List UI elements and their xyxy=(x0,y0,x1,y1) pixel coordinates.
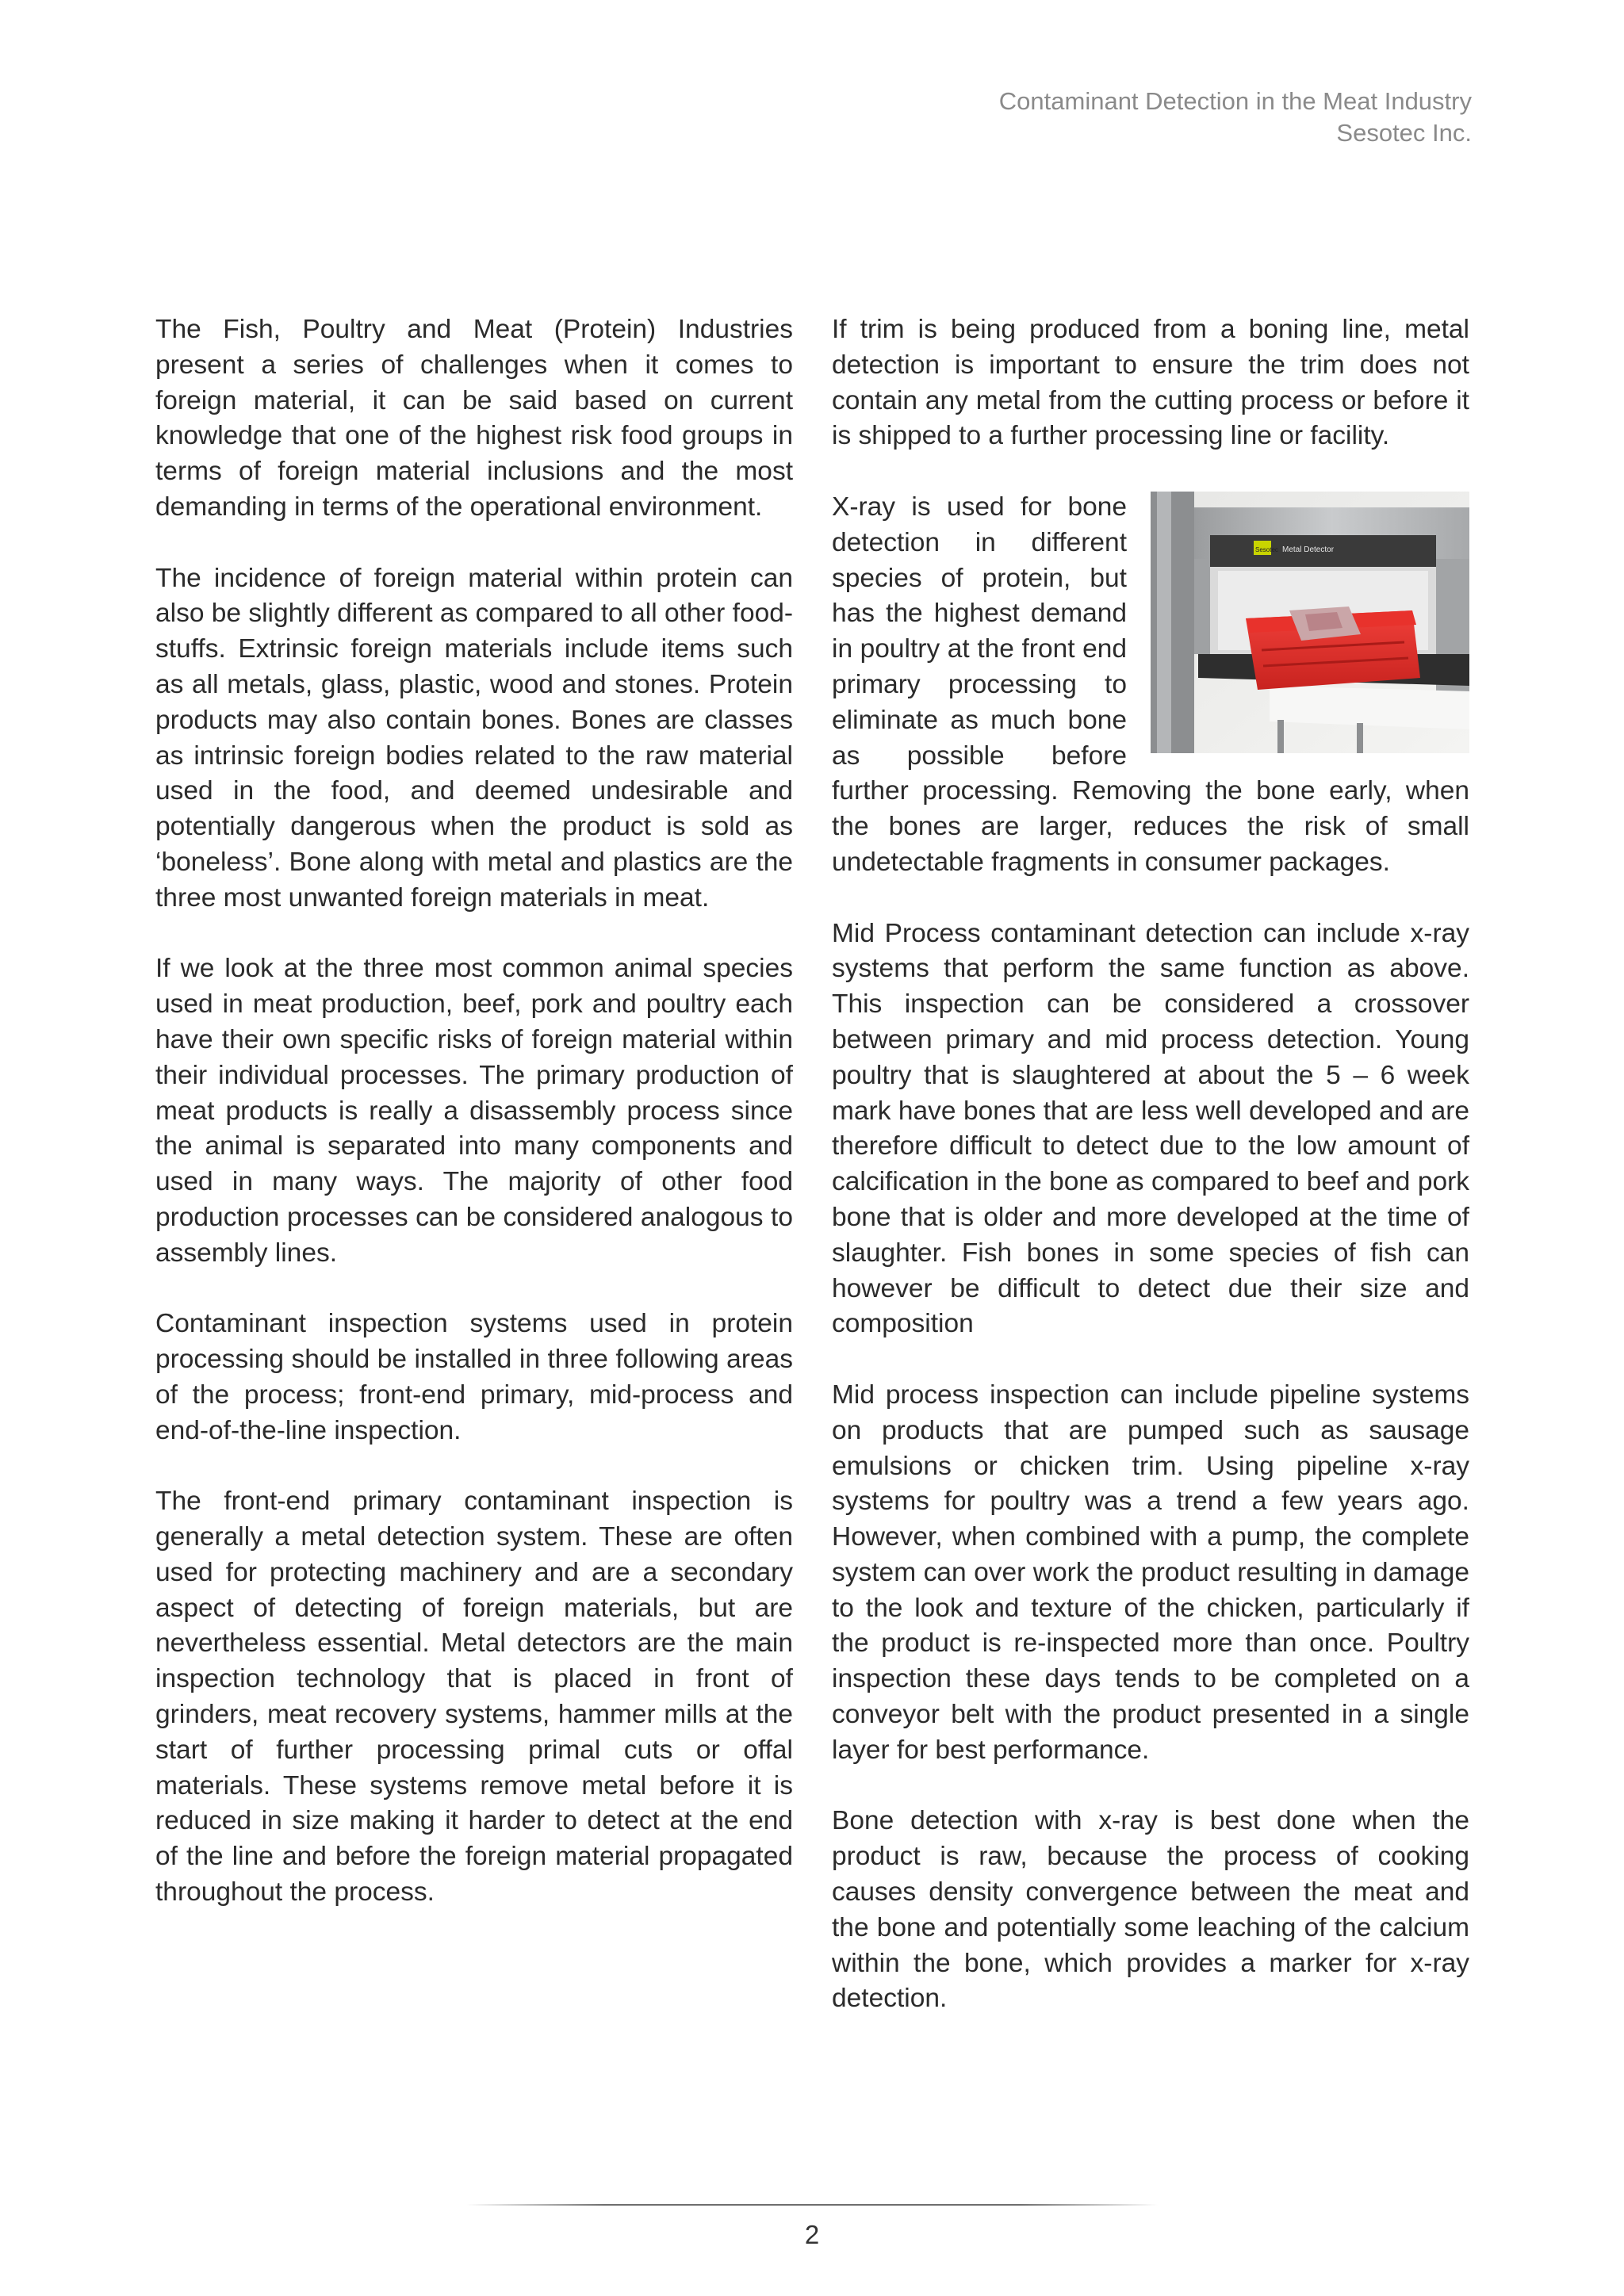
paragraph-pipeline: Mid process inspection can include pipeline systems on products that are pumped such as sausage emulsions or chicken trim. Using pipeline x-ray systems for poultry was a trend a few years ago. However, when combined with a pump, the complete system can over work the product resulting in damage to the look and texture of the chicken, particularly if the product is re-inspected more than once. Poultry inspection these days tends to be completed on a conveyor belt with the product presented in a single layer for best performance. xyxy=(832,1380,1469,1765)
page-number: 2 xyxy=(804,2220,820,2249)
brand-label: Sesotec xyxy=(1255,545,1278,553)
paragraph-intro: The Fish, Poultry and Meat (Protein) Industries present a series of challenges when it comes to foreign material, it can be said based on current knowledge that one of the highest risk food groups in terms of foreign material inclusions and the most demanding in terms of the operational environment. xyxy=(155,315,793,522)
document-title: Contaminant Detection in the Meat Industry xyxy=(998,87,1472,115)
company-name: Sesotec Inc. xyxy=(1336,119,1472,147)
paragraph-foreign-material: The incidence of foreign material within protein can also be slightly different as compared to all other food-stuffs. Extrinsic foreign materials include items such as all metals, glass, plastic, wood and stones. Protein products may also contain bones. Bones are classes as intrinsic foreign bodies related to the raw material used in the food, and deemed undesirable and potentially dangerous when the product is sold as ‘boneless’. Bone along with metal and plastics are the three most unwanted foreign materials in meat. xyxy=(155,563,793,913)
paragraph-bone-detection-raw: Bone detection with x-ray is best done when the product is raw, because the process of cooking causes density convergence between the meat and the bone and potentially some leaching of the calcium within the bone, which provides a marker for x-ray detection. xyxy=(832,1806,1469,2014)
footer-divider xyxy=(466,2204,1158,2206)
machine-label: Metal Detector xyxy=(1282,545,1335,554)
metal-detector-photo xyxy=(1151,492,1469,753)
page-header xyxy=(999,86,1472,149)
paragraph-front-end-inspection: The front-end primary contaminant inspection is generally a metal detection system. These are often used for protecting machinery and are a secondary aspect of detecting of foreign materials, but are nevertheless essential. Metal detectors are the main inspection technology that is placed in front of grinders, meat recovery systems, hammer mills at the start of further processing primal cuts or offal materials. These systems remove metal before it is reduced in size making it harder to detect at the end of the line and before the foreign material propagated throughout the process. xyxy=(155,1487,793,1908)
paragraph-xray-bone-text: X-ray is used for bone detection in different species of protein, but has the highest demand in poultry at the front end primary processing to eliminate as much bone as possible before further processing. Removing the bone early, when the bones are larger, reduces the risk of small undetectable fragments in consumer packages. xyxy=(832,492,1469,877)
paragraph-inspection-areas: Contaminant inspection systems used in protein processing should be installed in three following areas of the process; front-end primary, mid-process and end-of-the-line inspection. xyxy=(155,1309,793,1445)
paragraph-trim: If trim is being produced from a boning line, metal detection is important to ensure the trim does not contain any metal from the cutting process or before it is shipped to a further processing line or facility. xyxy=(832,315,1469,451)
right-column xyxy=(832,312,1469,2053)
paragraph-xray-bone xyxy=(832,490,1469,881)
paragraph-animal-species: If we look at the three most common animal species used in meat production, beef, pork and poultry each have their own specific risks of foreign material within their individual processes. The primary production of meat products is really a disassembly process since the animal is separated into many components and used in many ways. The majority of other food production processes can be considered analogous to assembly lines. xyxy=(155,954,793,1268)
paragraph-mid-process: Mid Process contaminant detection can include x-ray systems that perform the same function as above. This inspection can be considered a crossover between primary and mid process detection. Young poultry that is slaughtered at about the 5 – 6 week mark have bones that are less well developed and are therefore difficult to detect due to the low amount of calcification in the bone as compared to beef and pork bone that is older and more developed at the time of slaughter. Fish bones in some species of fish can however be difficult to detect due their size and composition xyxy=(832,918,1469,1339)
left-column xyxy=(155,312,793,1946)
